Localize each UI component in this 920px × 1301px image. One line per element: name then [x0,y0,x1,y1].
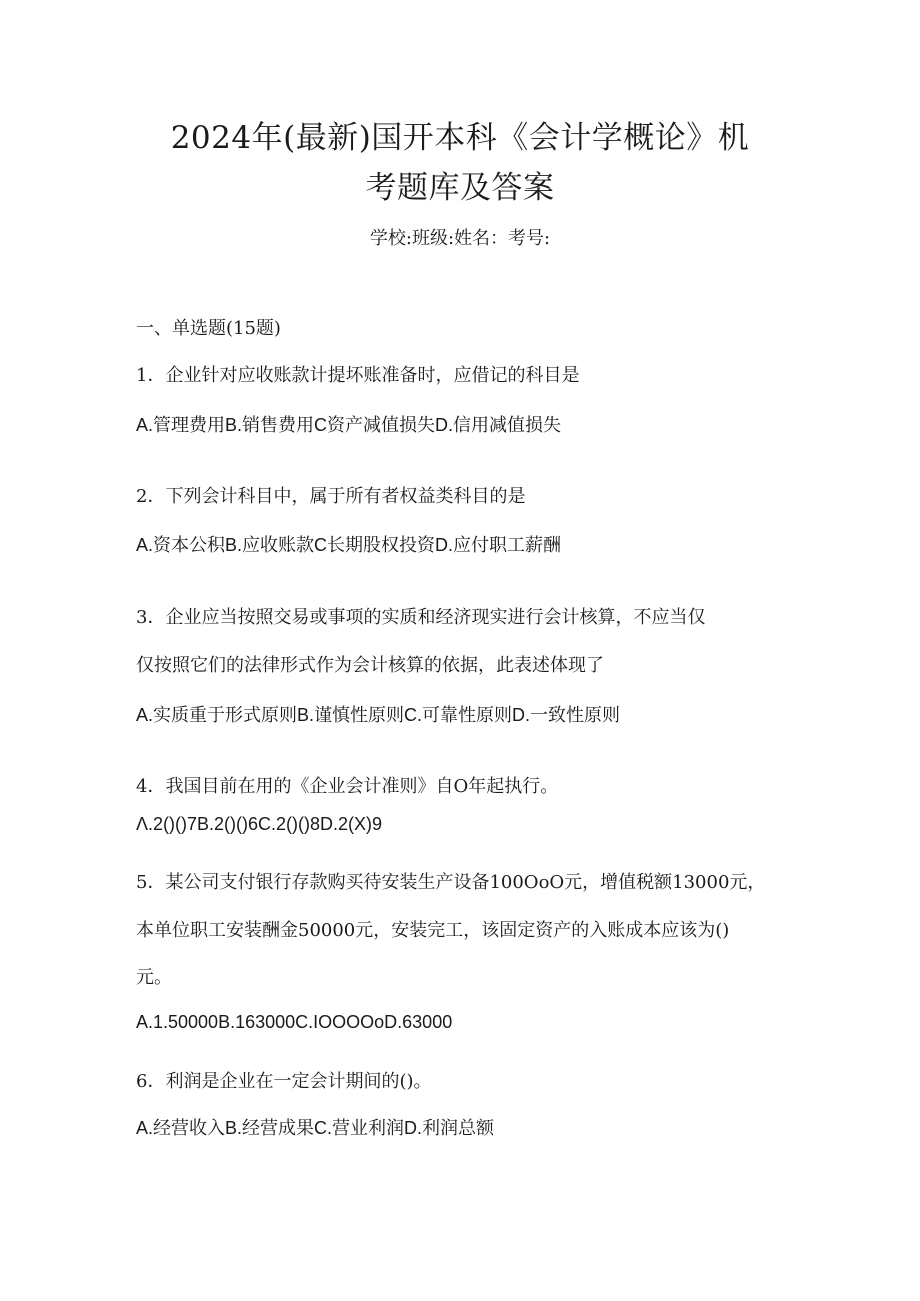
question-5-stem-line-1: 5．某公司支付银行存款购买待安装生产设备100OoO元，增值税额13000元， [136,872,766,893]
question-3-stem-line-2: 仅按照它们的法律形式作为会计核算的依据，此表述体现了 [136,655,604,676]
question-2-options: A.资本公积B.应收账款C长期股权投资D.应付职工薪酬 [136,535,562,555]
question-3-options: A.实质重于形式原则B.谨慎性原则C.可靠性原则D.一致性原则 [136,705,621,725]
question-6-stem: 6．利润是企业在一定会计期间的()。 [136,1071,432,1092]
question-2-stem: 2．下列会计科目中，属于所有者权益类科目的是 [136,486,526,507]
document-title-line-2: 考题库及答案 [365,170,555,206]
question-5-stem-line-3: 元。 [136,967,172,988]
question-1-options: A.管理费用B.销售费用C资产减值损失D.信用减值损失 [136,415,562,435]
student-info-line: 学校:班级:姓名：考号: [369,228,551,249]
question-6-options: A.经营收入B.经营成果C.营业利润D.利润总额 [136,1118,495,1138]
question-4-options: Λ.2()()7B.2()()6C.2()()8D.2(X)9 [136,814,383,834]
document-title-line-1: 2024年(最新)国开本科《会计学概论》机 [170,120,750,156]
question-4-stem: 4．我国目前在用的《企业会计准则》自O年起执行。 [136,776,559,797]
question-3-stem-line-1: 3．企业应当按照交易或事项的实质和经济现实进行会计核算，不应当仅 [136,607,706,628]
question-5-options: A.1.50000B.163000C.IOOOOoD.63000 [136,1012,453,1032]
section-heading: 一、单选题(15题) [136,318,281,339]
question-5-stem-line-2: 本单位职工安装酬金50000元，安装完工，该固定资产的入账成本应该为() [136,920,730,941]
question-1-stem: 1．企业针对应收账款计提坏账准备时，应借记的科目是 [136,365,580,386]
